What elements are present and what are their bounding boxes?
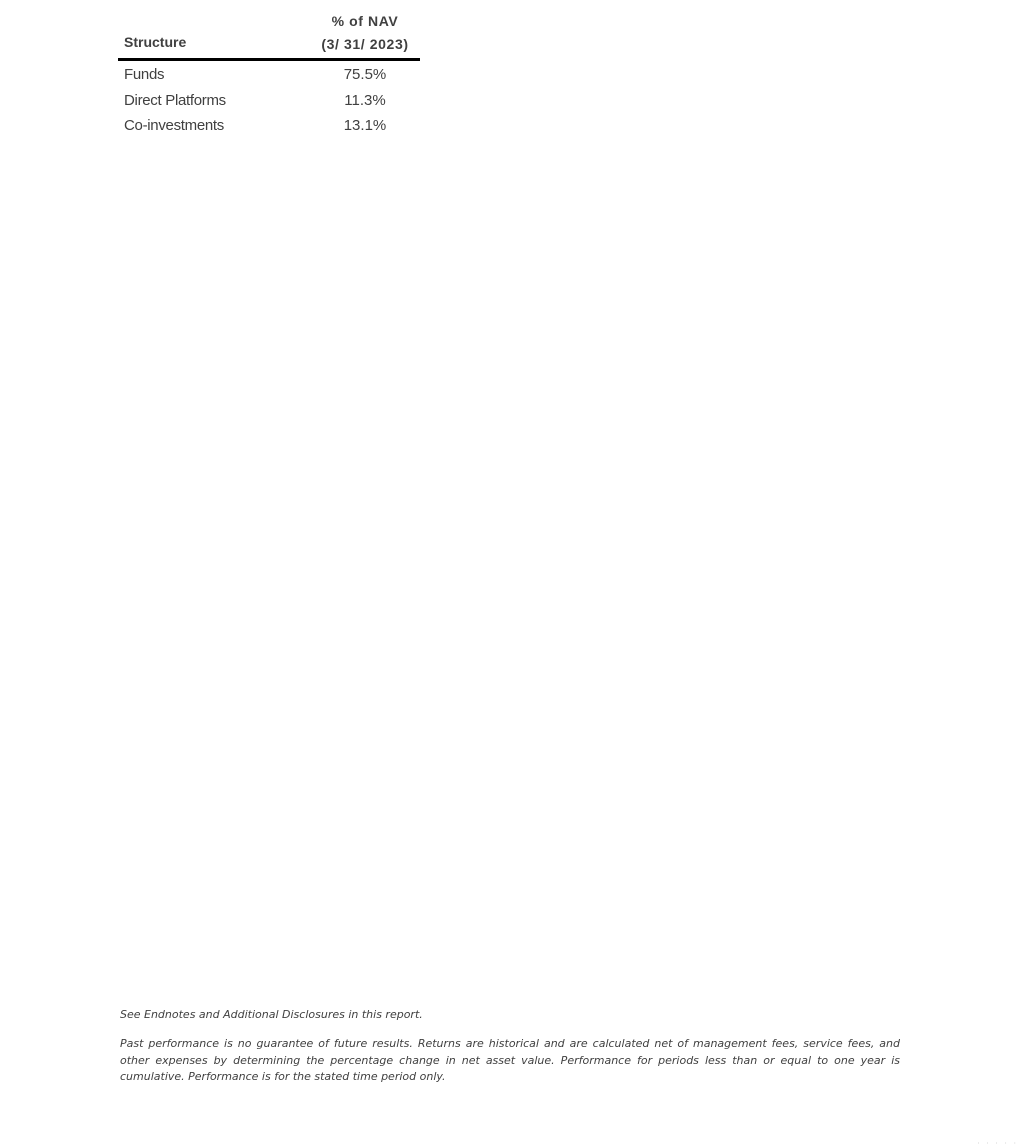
table-body xyxy=(118,61,420,140)
table-row xyxy=(118,63,420,89)
structure-cell: Funds xyxy=(124,66,165,83)
pct-nav-cell: 75.5% xyxy=(343,66,387,83)
nav-column-header xyxy=(310,10,420,56)
disclosures-block xyxy=(120,1007,900,1086)
table-row xyxy=(118,89,420,115)
pct-nav-cell: 13.1% xyxy=(343,117,387,134)
structure-column-header: Structure xyxy=(124,34,187,50)
past-performance-disclaimer: Past performance is no guarantee of future results. Returns are historical and are calculated net of management fees, service fees, and other expenses by determining the percentage change in net asset value. Performance for periods less than or equal to one year is cumulative. Performance is for the stated time period only. xyxy=(120,1037,900,1083)
table-row xyxy=(118,114,420,140)
endnote-reference: See Endnotes and Additional Disclosures in this report. xyxy=(120,1008,423,1021)
structure-cell: Direct Platforms xyxy=(124,91,226,109)
nav-header-line1: % of NAV xyxy=(331,13,399,29)
table-header xyxy=(118,8,420,61)
corner-decoration: · · · · · xyxy=(977,1139,1018,1148)
nav-header-line2: (3/ 31/ 2023) xyxy=(321,36,409,52)
pct-nav-cell: 11.3% xyxy=(344,91,386,109)
structure-cell: Co-investments xyxy=(124,117,225,134)
structure-allocation-table xyxy=(118,8,420,140)
